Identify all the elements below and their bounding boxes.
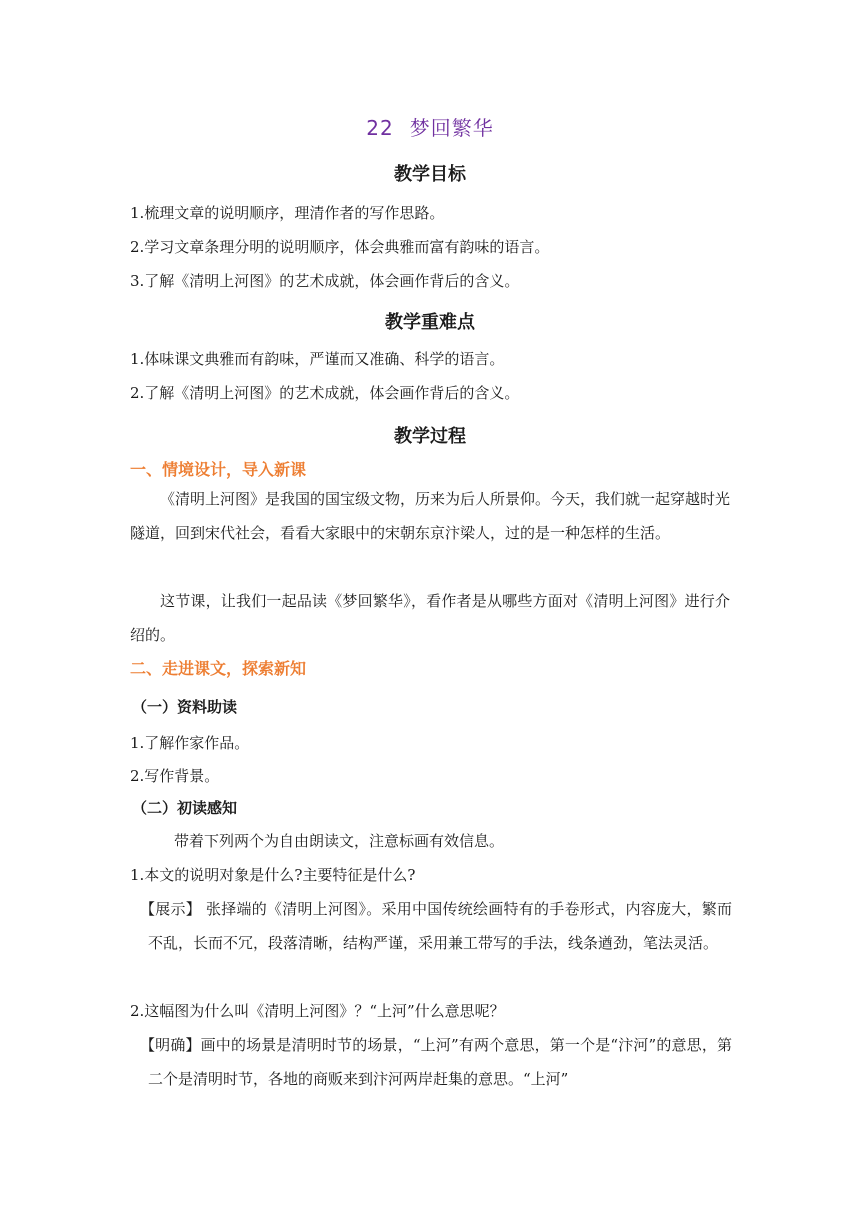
- sub1-item-2: 2.写作背景。: [130, 767, 220, 785]
- answer-2-tag: 【明确】: [140, 1036, 201, 1054]
- part1-paragraph-2: 这节课，让我们一起品读《梦回繁华》，看作者是从哪些方面对《清明上河图》进行介绍的。: [130, 592, 730, 644]
- keypoint-item-1: 1.体味课文典雅而有韵味，严谨而又准确、科学的语言。: [130, 350, 505, 368]
- answer-2-text: 画中的场景是清明时节的场景，“上河”有两个意思，第一个是“汴河”的意思，第二个是清明时节，各地的商贩来到汴河两岸赶集的意思。“上河”: [148, 1036, 732, 1088]
- question-1: 1.本文的说明对象是什么?主要特征是什么?: [130, 866, 416, 884]
- part1-paragraph-1: 《清明上河图》是我国的国宝级文物，历来为后人所景仰。今天，我们就一起穿越时光隧道，回到宋代社会，看看大家眼中的宋朝东京汴梁人，过的是一种怎样的生活。: [130, 490, 731, 542]
- part2-heading: 二、走进课文，探索新知: [130, 659, 307, 678]
- keypoints-heading: 教学重难点: [385, 312, 475, 333]
- lesson-number: 22: [366, 116, 394, 140]
- sub2-intro: 带着下列两个为自由朗读文，注意标画有效信息。: [174, 832, 505, 850]
- part1-heading: 一、情境设计，导入新课: [130, 460, 307, 479]
- question-2: 2.这幅图为什么叫《清明上河图》？“上河”什么意思呢？: [130, 1002, 505, 1020]
- document-title: [0, 112, 860, 141]
- lesson-title: 梦回繁华: [409, 116, 494, 140]
- goals-heading: 教学目标: [394, 164, 466, 185]
- sub1-item-1: 1.了解作家作品。: [130, 734, 250, 752]
- answer-1-tag: 【展示】: [140, 900, 201, 918]
- goal-item-1: 1.梳理文章的说明顺序，理清作者的写作思路。: [130, 204, 445, 222]
- sub2-heading: （二）初读感知: [132, 799, 238, 817]
- answer-1-text: 张择端的《清明上河图》。采用中国传统绘画特有的手卷形式，内容庞大，繁而不乱，长而不冗，段落清晰，结构严谨，采用兼工带写的手法，线条遒劲，笔法灵活。: [148, 900, 732, 952]
- process-heading: 教学过程: [394, 426, 466, 447]
- keypoint-item-2: 2.了解《清明上河图》的艺术成就，体会画作背后的含义。: [130, 384, 520, 402]
- goal-item-3: 3.了解《清明上河图》的艺术成就，体会画作背后的含义。: [130, 272, 520, 290]
- goal-item-2: 2.学习文章条理分明的说明顺序，体会典雅而富有韵味的语言。: [130, 238, 550, 256]
- answer-2: [140, 1028, 732, 1096]
- answer-1: [140, 892, 732, 960]
- sub1-heading: （一）资料助读: [132, 698, 238, 716]
